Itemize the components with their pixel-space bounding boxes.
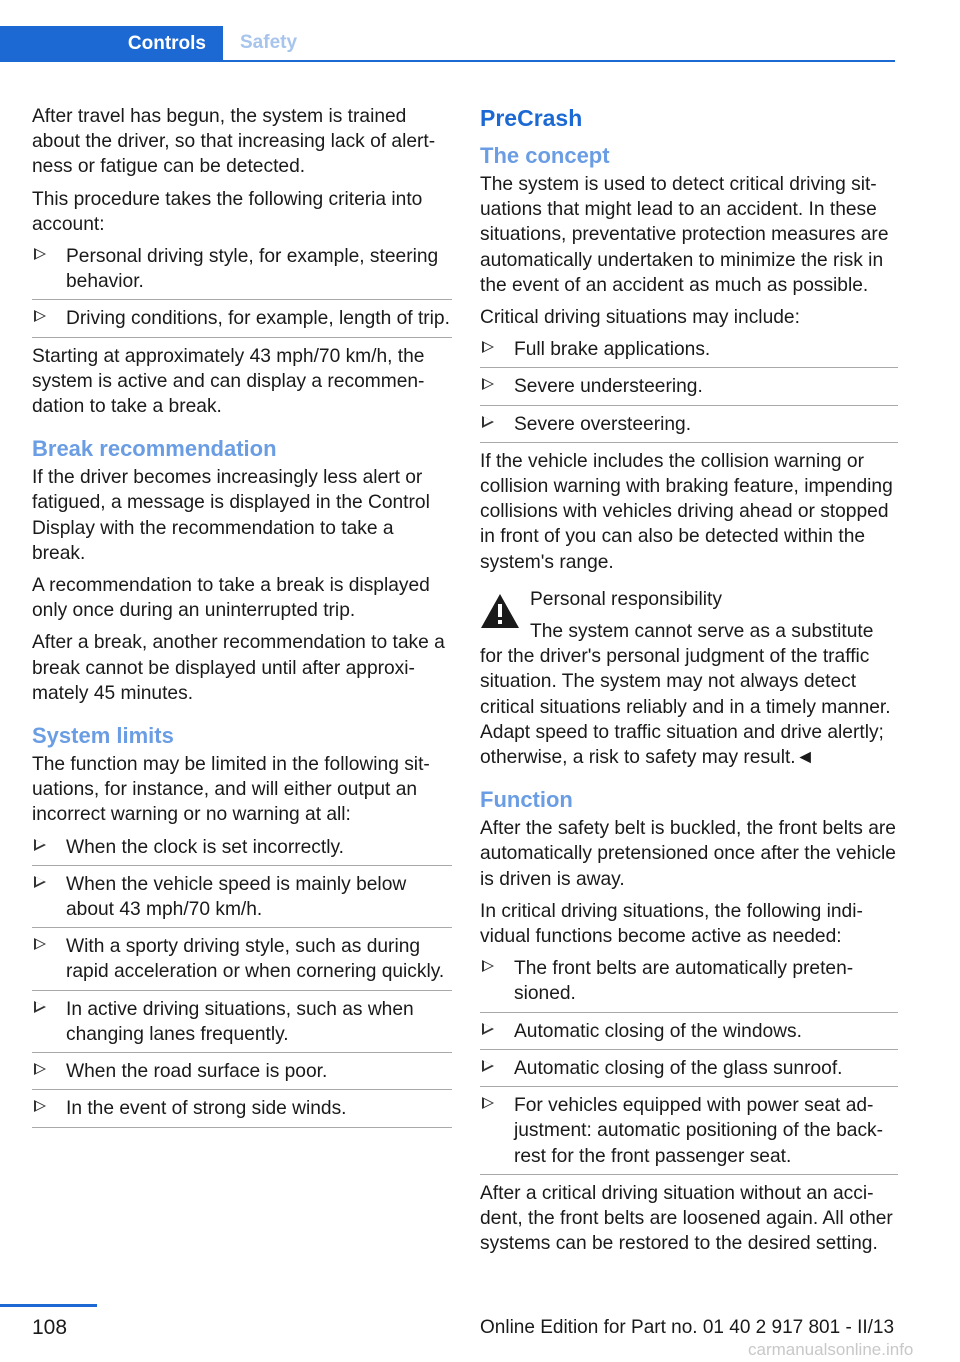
list-item: Severe understeering. xyxy=(480,374,898,405)
header-tabs xyxy=(0,26,895,62)
break-paragraph: If the driver becomes increasingly less alert or fatigued, a message is displayed in the Control Display with the recommendation to take a break. xyxy=(32,467,430,564)
situations-intro: Critical driving situations may include: xyxy=(480,307,800,329)
function-paragraph: In critical driving situations, the following individual functions become active as needed: xyxy=(480,900,863,948)
page-number: 108 xyxy=(32,1316,68,1339)
triangle-bullet-icon xyxy=(34,839,46,851)
break-paragraph: After a break, another recommendation to take a break cannot be displayed until after approximately 45 minutes. xyxy=(32,632,445,704)
break-paragraph: A recommendation to take a break is displayed only once during an uninterrupted trip. xyxy=(32,575,430,622)
section-title: PreCrash xyxy=(480,105,583,131)
list-item: Personal driving style, for example, steering behavior. xyxy=(32,244,452,300)
header-rule xyxy=(0,60,895,62)
triangle-bullet-icon xyxy=(482,341,494,353)
triangle-bullet-icon xyxy=(482,378,494,390)
criteria-intro: This procedure takes the following criteria into account: xyxy=(32,188,423,235)
list-item: When the road surface is poor. xyxy=(32,1059,452,1090)
criteria-list xyxy=(32,244,452,338)
list-item: With a sporty driving style, such as during rapid acceleration or when cornering quickly. xyxy=(32,934,452,990)
footer-rule xyxy=(0,1304,97,1307)
triangle-bullet-icon xyxy=(34,1001,46,1013)
function-heading: Function xyxy=(480,787,573,813)
triangle-bullet-icon xyxy=(482,1097,494,1109)
list-item: Full brake applications. xyxy=(480,337,898,368)
closing-paragraph: After a critical driving situation without an accident, the front belts are loosened again. All other systems can be restored to the desired setting. xyxy=(480,1182,893,1255)
right-column xyxy=(480,104,898,1263)
concept-heading: The concept xyxy=(480,143,610,168)
watermark: carmanualsonline.info xyxy=(748,1340,914,1359)
warning-box xyxy=(480,587,898,770)
list-item: Automatic closing of the glass sunroof. xyxy=(480,1056,898,1087)
limits-intro: The function may be limited in the following situations, for instance, and will either output an incorrect warning or no warning at all: xyxy=(32,754,430,826)
list-item: When the clock is set incorrectly. xyxy=(32,835,452,866)
activation-paragraph: Starting at approximately 43 mph/70 km/h, the system is active and can display a recommendation to take a break. xyxy=(32,345,425,418)
triangle-bullet-icon xyxy=(482,1060,494,1072)
function-paragraph: After the safety belt is buckled, the front belts are automatically pretensioned once after the vehicle is driven is away. xyxy=(480,818,896,890)
triangle-bullet-icon xyxy=(34,938,46,950)
triangle-bullet-icon xyxy=(34,310,46,322)
list-item: In the event of strong side winds. xyxy=(32,1096,452,1127)
limits-list xyxy=(32,835,452,1128)
edition-text: Online Edition for Part no. 01 40 2 917 801 - II/13 xyxy=(480,1317,895,1338)
triangle-bullet-icon xyxy=(34,1100,46,1112)
triangle-bullet-icon xyxy=(482,960,494,972)
functions-list xyxy=(480,956,898,1174)
triangle-bullet-icon xyxy=(482,1023,494,1035)
tab-safety[interactable]: Safety xyxy=(240,32,298,53)
triangle-bullet-icon xyxy=(482,416,494,428)
left-column xyxy=(32,104,452,1134)
warning-triangle-icon xyxy=(480,593,520,629)
list-item: Severe oversteering. xyxy=(480,412,898,443)
list-item: For vehicles equipped with power seat adjustment: automatic positioning of the backrest for the front passenger seat. xyxy=(480,1093,898,1175)
intro-paragraph: After travel has begun, the system is trained about the driver, so that increasing lack of alertness or fatigue can be detected. xyxy=(32,106,436,178)
list-item: Driving conditions, for example, length of trip. xyxy=(32,306,452,337)
situations-list xyxy=(480,337,898,443)
warning-text: The system cannot serve as a substitute for the driver's personal judgment of the traffic situation. The system may not always detect critical situations reliably and in a timely manner. Adapt speed to traffic situation and drive alertly; otherwise, a risk to safety may result.◄ xyxy=(480,621,891,769)
break-heading: Break recommendation xyxy=(32,436,277,462)
list-item: In active driving situations, such as when changing lanes frequently. xyxy=(32,997,452,1053)
concept-paragraph: The system is used to detect critical driving situations that might lead to an accident. In these situations, preventative protection measures are automatically undertaken to minimize the risk in the event of an accident as much as possible. xyxy=(480,174,889,296)
collision-paragraph: If the vehicle includes the collision warning or collision warning with braking feature, impending collisions with vehicles driving ahead or stopped in front of you can also be detected within the system's range. xyxy=(480,450,893,573)
list-item: Automatic closing of the windows. xyxy=(480,1019,898,1050)
limits-heading: System limits xyxy=(32,723,174,749)
list-item: The front belts are automatically pretensioned. xyxy=(480,956,898,1012)
warning-title: Personal responsibility xyxy=(530,588,722,610)
triangle-bullet-icon xyxy=(34,1063,46,1075)
tab-controls[interactable]: Controls xyxy=(0,26,223,62)
list-item: When the vehicle speed is mainly below about 43 mph/70 km/h. xyxy=(32,872,452,928)
triangle-bullet-icon xyxy=(34,876,46,888)
triangle-bullet-icon xyxy=(34,248,46,260)
